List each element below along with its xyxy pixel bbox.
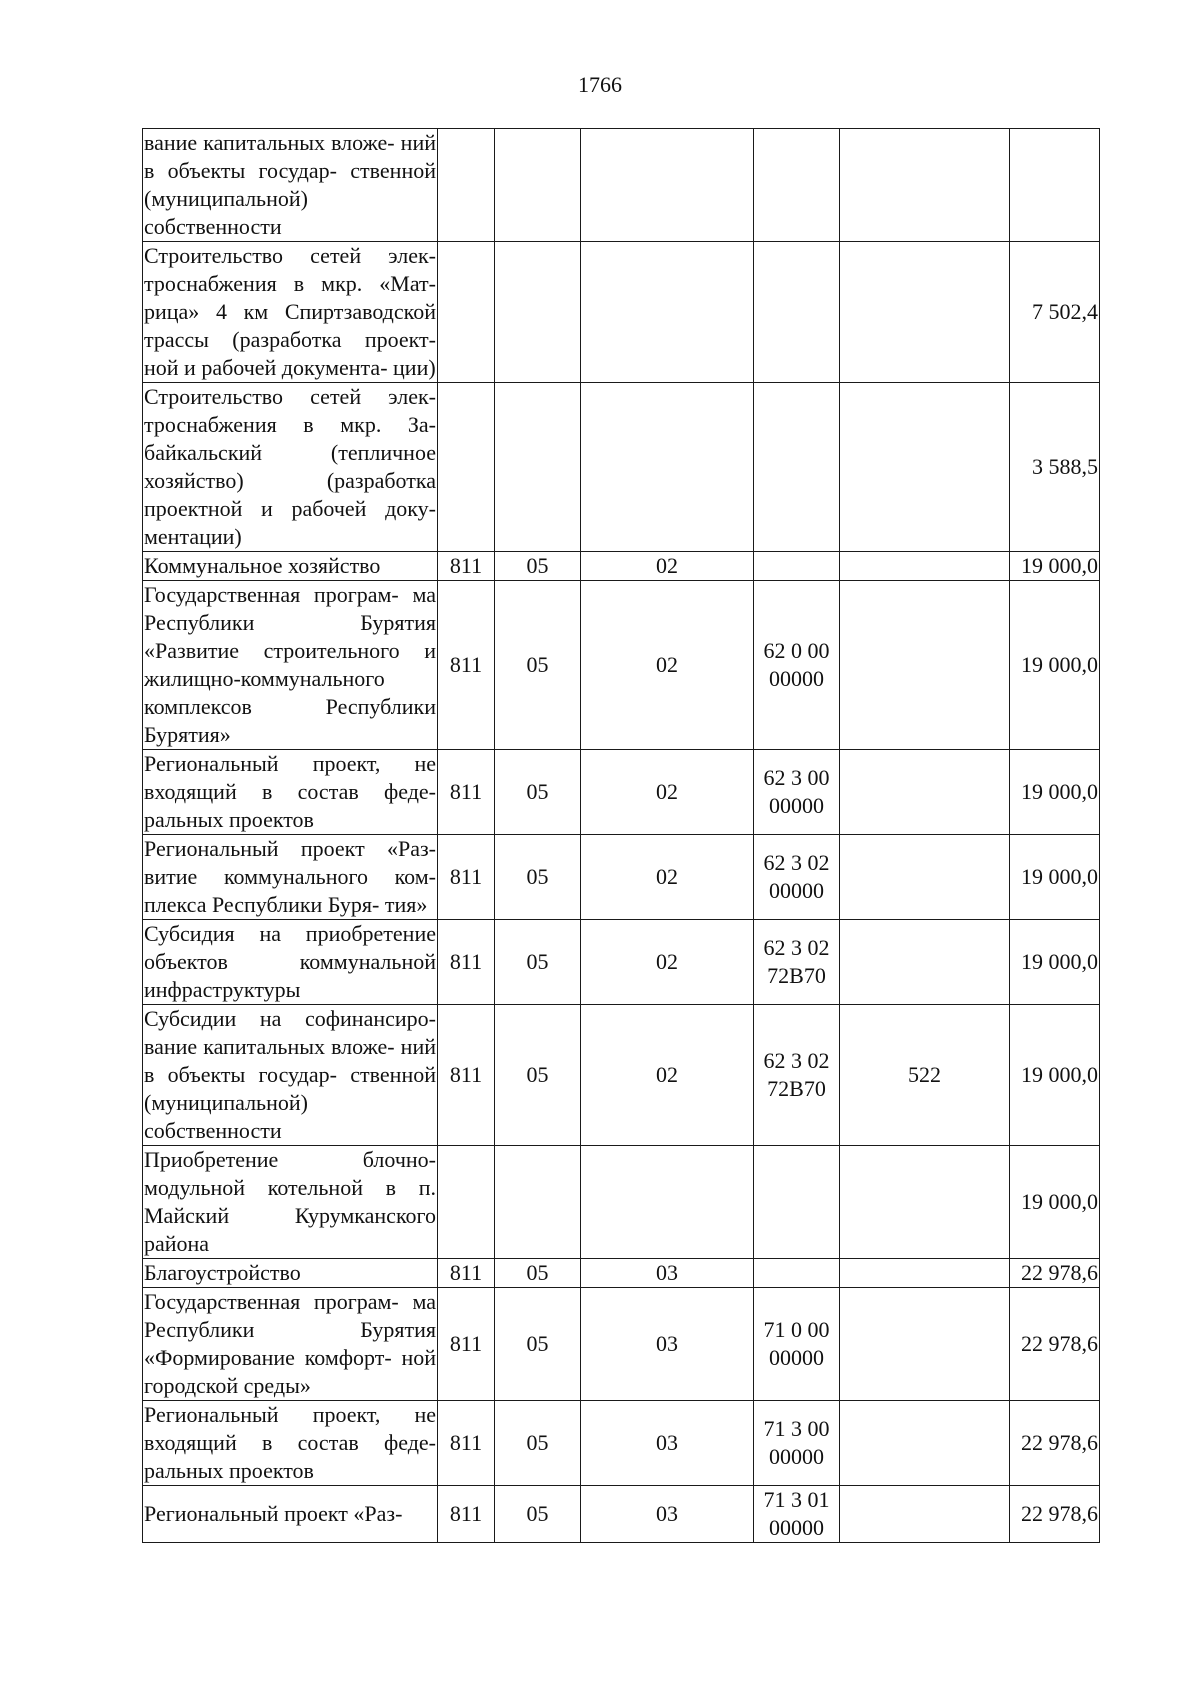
cell-vr	[840, 129, 1010, 242]
page-number: 1766	[578, 72, 622, 97]
name-line: вание капитальных вложе-	[144, 130, 395, 155]
cell-amount	[1010, 129, 1100, 242]
table-row	[143, 920, 1100, 1005]
cell-amount: 22 978,6	[1010, 1401, 1100, 1486]
cell-csr: 71 3 00 00000	[754, 1401, 840, 1486]
budget-table-body	[143, 129, 1100, 1543]
cell-vr	[840, 383, 1010, 552]
cell-rz	[495, 1146, 581, 1259]
cell-gr: 811	[438, 581, 495, 750]
cell-gr: 811	[438, 1005, 495, 1146]
cell-name	[143, 1259, 438, 1288]
cell-vr: 522	[840, 1005, 1010, 1146]
cell-rz: 05	[495, 1259, 581, 1288]
cell-vr	[840, 581, 1010, 750]
table-row	[143, 552, 1100, 581]
name-line: тия»	[384, 892, 428, 917]
name-line: трассы (разработка проект-	[144, 327, 436, 352]
cell-rz	[495, 242, 581, 383]
cell-pr	[581, 242, 754, 383]
cell-name	[143, 1288, 438, 1401]
name-line: ной городской среды»	[144, 1345, 436, 1398]
name-line: инфраструктуры	[144, 977, 301, 1002]
cell-csr: 62 3 02 00000	[754, 835, 840, 920]
table-row	[143, 1486, 1100, 1543]
table-row	[143, 581, 1100, 750]
table-row	[143, 835, 1100, 920]
cell-name	[143, 920, 438, 1005]
name-line: ний в объекты государ-	[144, 1034, 436, 1087]
table-row	[143, 1146, 1100, 1259]
cell-gr: 811	[438, 835, 495, 920]
name-line: объектов коммунальной	[144, 949, 436, 974]
cell-name	[143, 1486, 438, 1543]
cell-name	[143, 1401, 438, 1486]
name-line: ральных проектов	[144, 1458, 314, 1483]
cell-pr: 02	[581, 1005, 754, 1146]
name-line: ментации)	[144, 524, 242, 549]
name-line: ной и рабочей документа-	[144, 355, 388, 380]
cell-rz: 05	[495, 581, 581, 750]
cell-vr	[840, 242, 1010, 383]
cell-gr: 811	[438, 552, 495, 581]
cell-pr: 02	[581, 581, 754, 750]
cell-vr	[840, 1401, 1010, 1486]
cell-gr	[438, 383, 495, 552]
cell-vr	[840, 1259, 1010, 1288]
cell-vr	[840, 920, 1010, 1005]
table-row	[143, 242, 1100, 383]
cell-csr	[754, 242, 840, 383]
cell-rz	[495, 383, 581, 552]
cell-vr	[840, 552, 1010, 581]
cell-amount: 7 502,4	[1010, 242, 1100, 383]
cell-pr: 02	[581, 552, 754, 581]
cell-amount: 22 978,6	[1010, 1486, 1100, 1543]
name-line: Региональный проект, не	[144, 1402, 436, 1427]
cell-csr	[754, 383, 840, 552]
name-line: Субсидия на приобретение	[144, 921, 436, 946]
name-line: ма Республики Бурятия	[144, 582, 436, 635]
cell-amount: 22 978,6	[1010, 1259, 1100, 1288]
name-line: Региональный проект, не	[144, 751, 436, 776]
name-line: Региональный проект «Раз-	[144, 1501, 403, 1526]
cell-csr: 62 3 02 72В70	[754, 1005, 840, 1146]
cell-vr	[840, 750, 1010, 835]
cell-name	[143, 750, 438, 835]
cell-pr: 02	[581, 920, 754, 1005]
name-line: ма Республики Бурятия	[144, 1289, 436, 1342]
name-line: хозяйство) (разработка	[144, 468, 436, 493]
cell-csr: 71 3 01 00000	[754, 1486, 840, 1543]
cell-name	[143, 1005, 438, 1146]
table-row	[143, 1005, 1100, 1146]
name-line: собственности	[144, 214, 282, 239]
cell-amount: 19 000,0	[1010, 581, 1100, 750]
cell-amount: 19 000,0	[1010, 1005, 1100, 1146]
cell-csr	[754, 1146, 840, 1259]
cell-gr: 811	[438, 750, 495, 835]
cell-pr	[581, 383, 754, 552]
cell-gr: 811	[438, 1401, 495, 1486]
name-line: ции)	[393, 355, 436, 380]
cell-name	[143, 835, 438, 920]
cell-name	[143, 242, 438, 383]
name-line: Строительство сетей элек-	[144, 384, 436, 409]
cell-pr: 02	[581, 750, 754, 835]
name-line: «Развитие строительного и	[144, 638, 436, 663]
name-line: Приобретение блочно-	[144, 1147, 436, 1172]
cell-pr: 02	[581, 835, 754, 920]
cell-rz: 05	[495, 552, 581, 581]
name-line: собственности	[144, 1118, 282, 1143]
name-line: «Формирование комфорт-	[144, 1345, 392, 1370]
name-line: входящий в состав феде-	[144, 1430, 436, 1455]
cell-gr	[438, 242, 495, 383]
table-row	[143, 750, 1100, 835]
cell-csr	[754, 552, 840, 581]
cell-pr: 03	[581, 1401, 754, 1486]
name-line: вание капитальных вложе-	[144, 1034, 395, 1059]
cell-name	[143, 383, 438, 552]
name-line: Государственная програм-	[144, 1289, 399, 1314]
name-line: ственной (муниципальной)	[144, 1062, 436, 1115]
name-line: входящий в состав феде-	[144, 779, 436, 804]
cell-pr: 03	[581, 1486, 754, 1543]
name-line: Бурятия»	[144, 722, 231, 747]
name-line: модульной котельной в п.	[144, 1175, 436, 1200]
cell-csr: 62 0 00 00000	[754, 581, 840, 750]
name-line: Майский Курумканского	[144, 1203, 436, 1228]
cell-rz: 05	[495, 750, 581, 835]
name-line: троснабжения в мкр. «Мат-	[144, 271, 436, 296]
cell-name	[143, 552, 438, 581]
cell-gr: 811	[438, 920, 495, 1005]
name-line: проектной и рабочей доку-	[144, 496, 436, 521]
name-line: плекса Республики Буря-	[144, 892, 380, 917]
cell-gr	[438, 1146, 495, 1259]
cell-csr: 62 3 00 00000	[754, 750, 840, 835]
cell-gr: 811	[438, 1288, 495, 1401]
cell-rz: 05	[495, 1288, 581, 1401]
name-line: Субсидии на софинансиро-	[144, 1006, 436, 1031]
cell-pr: 03	[581, 1288, 754, 1401]
name-line: Региональный проект «Раз-	[144, 836, 436, 861]
cell-pr	[581, 129, 754, 242]
name-line: комплексов Республики	[144, 694, 436, 719]
cell-vr	[840, 1486, 1010, 1543]
name-line: Коммунальное хозяйство	[144, 553, 381, 578]
name-line: витие коммунального ком-	[144, 864, 436, 889]
cell-gr: 811	[438, 1486, 495, 1543]
cell-rz	[495, 129, 581, 242]
name-line: ний в объекты государ-	[144, 130, 436, 183]
name-line: Благоустройство	[144, 1260, 301, 1285]
cell-amount: 19 000,0	[1010, 1146, 1100, 1259]
cell-name	[143, 581, 438, 750]
cell-rz: 05	[495, 1486, 581, 1543]
cell-rz: 05	[495, 920, 581, 1005]
cell-vr	[840, 1146, 1010, 1259]
name-line: рица» 4 км Спиртзаводской	[144, 299, 436, 324]
table-row	[143, 129, 1100, 242]
table-row	[143, 383, 1100, 552]
cell-amount: 3 588,5	[1010, 383, 1100, 552]
cell-csr: 62 3 02 72В70	[754, 920, 840, 1005]
budget-table	[142, 128, 1100, 1543]
cell-pr	[581, 1146, 754, 1259]
cell-name	[143, 1146, 438, 1259]
cell-amount: 22 978,6	[1010, 1288, 1100, 1401]
name-line: троснабжения в мкр. За-	[144, 412, 436, 437]
cell-amount: 19 000,0	[1010, 835, 1100, 920]
cell-csr: 71 0 00 00000	[754, 1288, 840, 1401]
name-line: ральных проектов	[144, 807, 314, 832]
cell-csr	[754, 1259, 840, 1288]
cell-amount: 19 000,0	[1010, 920, 1100, 1005]
name-line: Государственная програм-	[144, 582, 399, 607]
cell-amount: 19 000,0	[1010, 552, 1100, 581]
cell-pr: 03	[581, 1259, 754, 1288]
table-row	[143, 1259, 1100, 1288]
cell-gr: 811	[438, 1259, 495, 1288]
name-line: ственной (муниципальной)	[144, 158, 436, 211]
cell-vr	[840, 1288, 1010, 1401]
cell-gr	[438, 129, 495, 242]
cell-rz: 05	[495, 835, 581, 920]
name-line: Строительство сетей элек-	[144, 243, 436, 268]
cell-vr	[840, 835, 1010, 920]
table-row	[143, 1401, 1100, 1486]
cell-rz: 05	[495, 1401, 581, 1486]
table-row	[143, 1288, 1100, 1401]
cell-amount: 19 000,0	[1010, 750, 1100, 835]
name-line: жилищно-коммунального	[144, 666, 385, 691]
name-line: района	[144, 1231, 210, 1256]
cell-csr	[754, 129, 840, 242]
name-line: байкальский (тепличное	[144, 440, 436, 465]
cell-rz: 05	[495, 1005, 581, 1146]
cell-name	[143, 129, 438, 242]
